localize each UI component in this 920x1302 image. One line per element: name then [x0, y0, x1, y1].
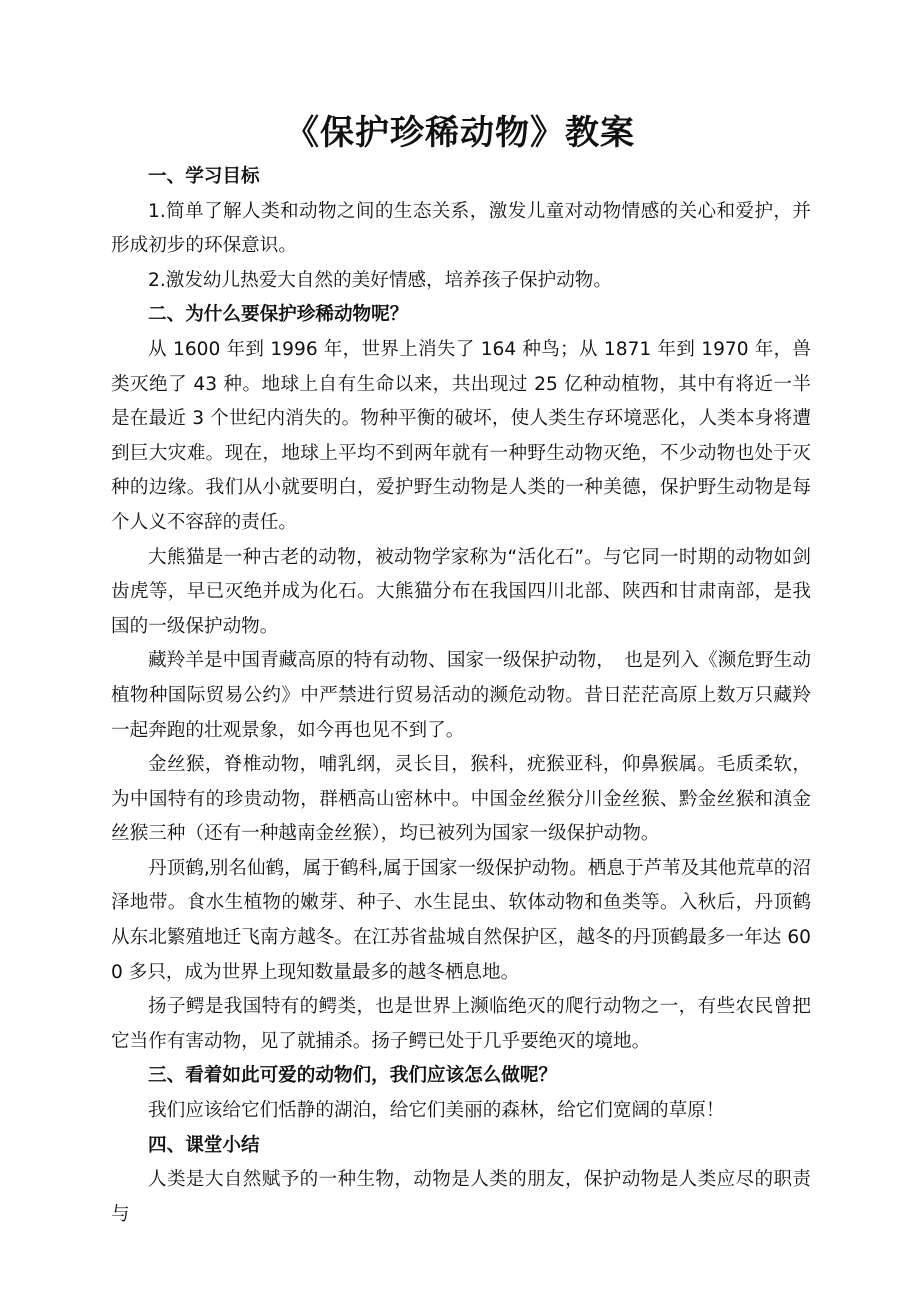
goal-item-1: 1.简单了解人类和动物之间的生态关系，激发儿童对动物情感的关心和爱护，并形成初步的环保意识。 — [111, 200, 811, 257]
goal-item-2: 2.激发幼儿热爱大自然的美好情感，培养孩子保护动物。 — [148, 269, 612, 291]
paragraph-chinese-alligator: 扬子鳄是我国特有的鳄类，也是世界上濒临绝灭的爬行动物之一，有些农民曾把它当作有害动物，见了就捕杀。扬子鳄已处于几乎要绝灭的境地。 — [111, 996, 811, 1052]
section-heading-how: 三、看着如此可爱的动物们，我们应该怎么做呢？ — [148, 1065, 558, 1087]
section-heading-goals: 一、学习目标 — [148, 166, 260, 187]
section-heading-why: 二、为什么要保护珍稀动物呢？ — [148, 304, 409, 326]
paragraph-tibetan-antelope: 藏羚羊是中国青藏高原的特有动物、国家一级保护动物， 也是列入《濒危野生动植物种国际贸易公约》中严禁进行贸易活动的濒危动物。昔日茫茫高原上数万只藏羚一起奔跑的壮观景象，如今再也见不到了。 — [111, 650, 811, 741]
document-body — [111, 160, 811, 1232]
paragraph-summary: 人类是大自然赋予的一种生物，动物是人类的朋友，保护动物是人类应尽的职责与 — [111, 1169, 811, 1225]
paragraph-red-crowned-crane: 丹顶鹤,别名仙鹤，属于鹤科,属于国家一级保护动物。栖息于芦苇及其他荒草的沼泽地带。食水生植物的嫩芽、种子、水生昆虫、软体动物和鱼类等。入秋后，丹顶鹤从东北繁殖地迁飞南方越冬。在江苏省盐城自然保护区，越冬的丹顶鹤最多一年达 600 多只，成为世界上现知数量最多的越冬栖息地。 — [111, 857, 811, 983]
document-title: 《保护珍稀动物》教案 — [285, 113, 635, 153]
paragraph-extinction-stats: 从 1600 年到 1996 年，世界上消失了 164 种鸟；从 1871 年到 1970 年，兽类灭绝了 43 种。地球上自有生命以来，共出现过 25 亿种动植物，其中有将近一半是在最近 3 个世纪内消失的。物种平衡的破坏，使人类生存环境恶化，人类本身将遭到巨大灾难。现在，地球上平均不到两年就有一种野生动物灭绝，不少动物也处于灭种的边缘。我们从小就要明白，爱护野生动物是人类的一种美德，保护野生动物是每个人义不容辞的责任。 — [111, 338, 811, 533]
paragraph-golden-monkey: 金丝猴，脊椎动物，哺乳纲，灵长目，猴科，疣猴亚科，仰鼻猴属。毛质柔软，为中国特有的珍贵动物，群栖高山密林中。中国金丝猴分川金丝猴、黔金丝猴和滇金丝猴三种（还有一种越南金丝猴），均已被列为国家一级保护动物。 — [111, 754, 811, 845]
section-heading-summary: 四、课堂小结 — [148, 1134, 260, 1156]
paragraph-giant-panda: 大熊猫是一种古老的动物，被动物学家称为“活化石”。与它同一时期的动物如剑齿虎等，早已灭绝并成为化石。大熊猫分布在我国四川北部、陕西和甘肃南部，是我国的一级保护动物。 — [111, 546, 811, 637]
paragraph-what-to-do: 我们应该给它们恬静的湖泊，给它们美丽的森林，给它们宽阔的草原！ — [148, 1100, 725, 1122]
